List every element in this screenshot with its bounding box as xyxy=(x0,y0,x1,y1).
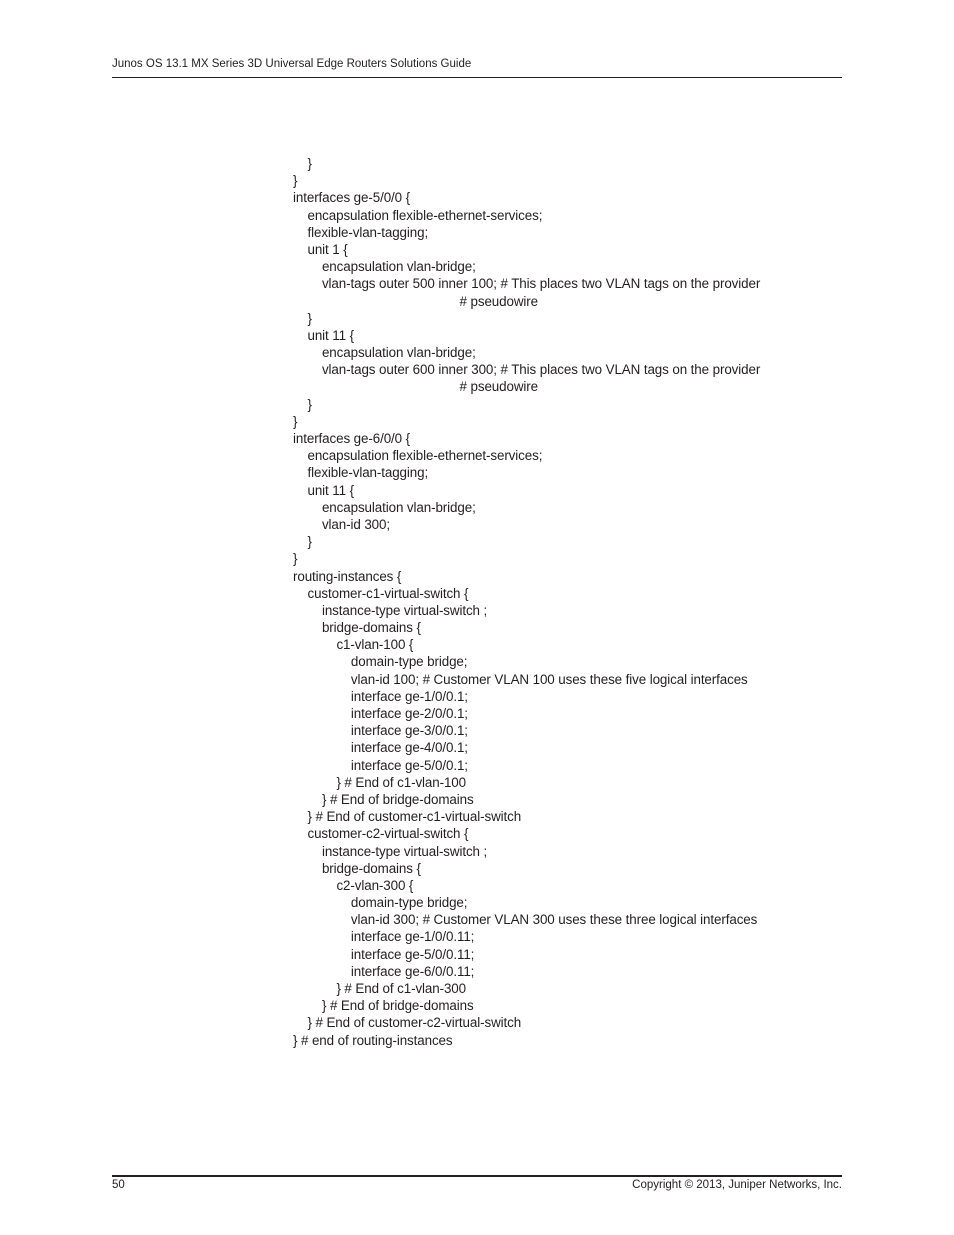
code-line: c2-vlan-300 { xyxy=(293,877,414,893)
code-line: bridge-domains { xyxy=(293,860,421,876)
page-header xyxy=(112,57,842,78)
document-title: Junos OS 13.1 MX Series 3D Universal Edge Routers Solutions Guide xyxy=(112,58,472,70)
code-line: } xyxy=(293,534,312,550)
code-line: } xyxy=(293,173,298,189)
code-line: routing-instances { xyxy=(293,568,402,584)
code-line: flexible-vlan-tagging; xyxy=(293,224,429,240)
code-line: unit 11 { xyxy=(293,482,354,498)
code-line: interface ge-5/0/0.1; xyxy=(293,757,468,773)
code-line: } xyxy=(293,396,312,412)
code-line: customer-c2-virtual-switch { xyxy=(293,826,469,842)
code-line: vlan-id 300; xyxy=(293,516,390,532)
code-line: interface ge-2/0/0.1; xyxy=(293,706,468,721)
code-line: } xyxy=(293,310,312,326)
code-line: interfaces ge-5/0/0 { xyxy=(293,190,411,206)
code-line: } # End of c1-vlan-100 xyxy=(293,774,467,790)
code-line: } # End of customer-c2-virtual-switch xyxy=(293,1015,522,1031)
code-line: domain-type bridge; xyxy=(293,895,468,911)
code-line: interface ge-5/0/0.11; xyxy=(293,946,475,962)
code-line: unit 1 { xyxy=(293,241,348,257)
code-line: c1-vlan-100 { xyxy=(293,637,414,653)
code-line: interface ge-4/0/0.1; xyxy=(293,740,468,756)
code-line: interface ge-1/0/0.11; xyxy=(293,929,475,945)
code-line: # pseudowire xyxy=(293,293,538,309)
code-line: } # End of c1-vlan-300 xyxy=(293,981,467,996)
code-line: encapsulation vlan-bridge; xyxy=(293,499,476,515)
page-footer xyxy=(112,1175,842,1197)
code-line: bridge-domains { xyxy=(293,620,421,636)
code-line: instance-type virtual-switch ; xyxy=(293,602,488,618)
code-line: } xyxy=(293,551,298,567)
code-line: encapsulation vlan-bridge; xyxy=(293,259,476,275)
code-line: interface ge-6/0/0.11; xyxy=(293,963,475,979)
code-line: } xyxy=(293,156,312,171)
code-line: vlan-tags outer 500 inner 100; # This places two VLAN tags on the provider xyxy=(293,276,761,292)
page-number: 50 xyxy=(112,1179,125,1191)
code-line: vlan-id 100; # Customer VLAN 100 uses these five logical interfaces xyxy=(293,671,748,687)
code-line: # pseudowire xyxy=(293,379,538,395)
code-line: domain-type bridge; xyxy=(293,654,468,670)
code-line: encapsulation flexible-ethernet-services; xyxy=(293,207,543,223)
code-line: interface ge-3/0/0.1; xyxy=(293,723,468,739)
code-line: } # End of bridge-domains xyxy=(293,998,474,1014)
code-line: encapsulation vlan-bridge; xyxy=(293,345,476,361)
code-line: vlan-tags outer 600 inner 300; # This places two VLAN tags on the provider xyxy=(293,362,761,378)
code-line: instance-type virtual-switch ; xyxy=(293,843,488,859)
code-line: } xyxy=(293,413,298,429)
code-line: unit 11 { xyxy=(293,327,354,343)
code-line: vlan-id 300; # Customer VLAN 300 uses these three logical interfaces xyxy=(293,912,758,928)
code-line: interface ge-1/0/0.1; xyxy=(293,688,468,704)
code-line: } # End of customer-c1-virtual-switch xyxy=(293,809,522,825)
code-line: interfaces ge-6/0/0 { xyxy=(293,431,411,446)
code-line: encapsulation flexible-ethernet-services; xyxy=(293,448,543,464)
code-line: flexible-vlan-tagging; xyxy=(293,465,429,481)
copyright-notice: Copyright © 2013, Juniper Networks, Inc. xyxy=(632,1179,842,1191)
code-line: customer-c1-virtual-switch { xyxy=(293,585,469,601)
configuration-code-block xyxy=(293,155,842,1049)
code-line: } # End of bridge-domains xyxy=(293,791,474,807)
code-line: } # end of routing-instances xyxy=(293,1032,453,1048)
